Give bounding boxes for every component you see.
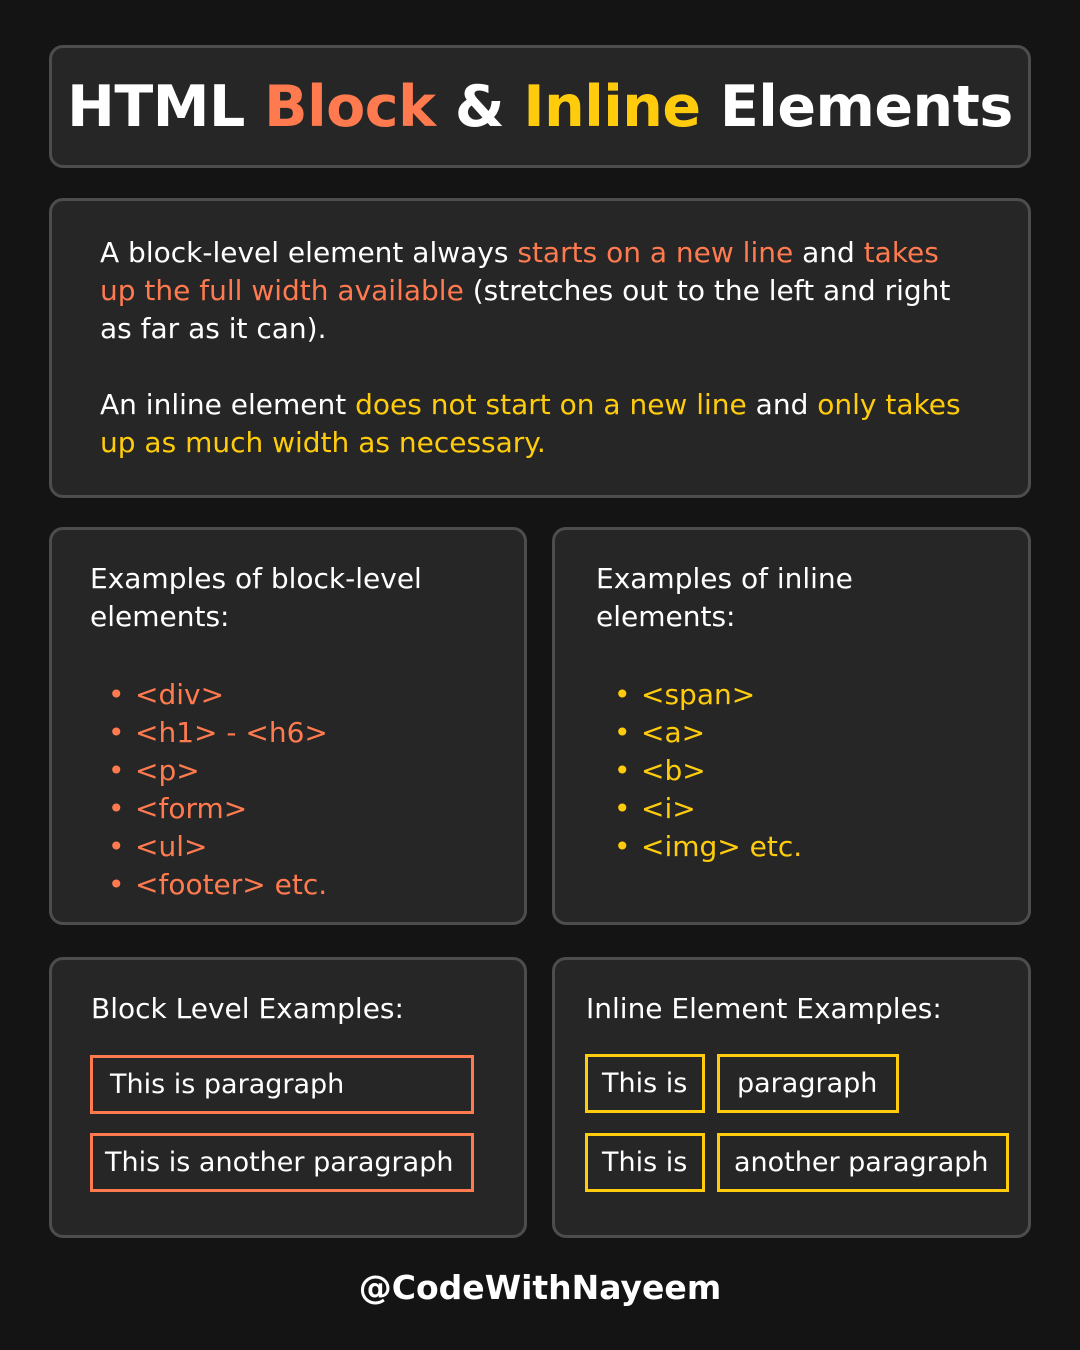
inline-examples-heading: Examples of inline elements: [596, 562, 853, 633]
list-item: • <i> [614, 790, 1028, 828]
block-def-highlight-1: starts on a new line [517, 236, 794, 269]
inline-def-text-1: An inline element [100, 388, 356, 421]
inline-examples-card [552, 527, 1031, 925]
title-ampersand: & [435, 73, 524, 140]
inline-demo-heading: Inline Element Examples: [586, 992, 942, 1025]
inline-span-box: This is [585, 1133, 705, 1192]
block-definition [100, 234, 980, 348]
list-item: • <div> [108, 676, 524, 714]
inline-span-box: another paragraph [717, 1133, 1009, 1192]
title-html: HTML [67, 73, 265, 140]
block-paragraph-box: This is paragraph [90, 1055, 474, 1114]
inline-definition [100, 386, 980, 462]
block-demo-card [49, 957, 527, 1238]
list-item: • <footer> etc. [108, 866, 524, 904]
list-item: • <img> etc. [614, 828, 1028, 866]
title-card [49, 45, 1031, 168]
inline-span-box: This is [585, 1054, 705, 1113]
list-item: • <ul> [108, 828, 524, 866]
title-block: Block [264, 73, 436, 140]
title-elements: Elements [700, 73, 1013, 140]
inline-examples-list [596, 676, 1028, 866]
block-demo-heading: Block Level Examples: [91, 992, 404, 1025]
inline-demo-card [552, 957, 1031, 1238]
list-item: • <b> [614, 752, 1028, 790]
list-item: • <a> [614, 714, 1028, 752]
list-item: • <h1> - <h6> [108, 714, 524, 752]
author-handle: @CodeWithNayeem [358, 1268, 722, 1307]
definition-card [49, 198, 1031, 498]
block-examples-card [49, 527, 527, 925]
inline-span-box: paragraph [717, 1054, 899, 1113]
block-examples-list [90, 676, 524, 904]
list-item: • <span> [614, 676, 1028, 714]
block-examples-heading: Examples of block-level elements: [90, 562, 422, 633]
inline-def-highlight-1: does not start on a new line [355, 388, 747, 421]
list-item: • <form> [108, 790, 524, 828]
block-paragraph-box: This is another paragraph [90, 1133, 474, 1192]
block-def-text-2: and [793, 236, 864, 269]
list-item: • <p> [108, 752, 524, 790]
inline-def-text-2: and [746, 388, 818, 421]
title-inline: Inline [523, 73, 701, 140]
page-title [67, 74, 1013, 140]
inline-def-highlight-2: only takes up as much width as necessary. [100, 388, 961, 459]
block-def-highlight-2: takes up the full width available [100, 236, 939, 307]
block-def-text-1: A block-level element always [100, 236, 518, 269]
block-def-text-3: (stretches out to the left and right as far as it can). [100, 274, 951, 345]
